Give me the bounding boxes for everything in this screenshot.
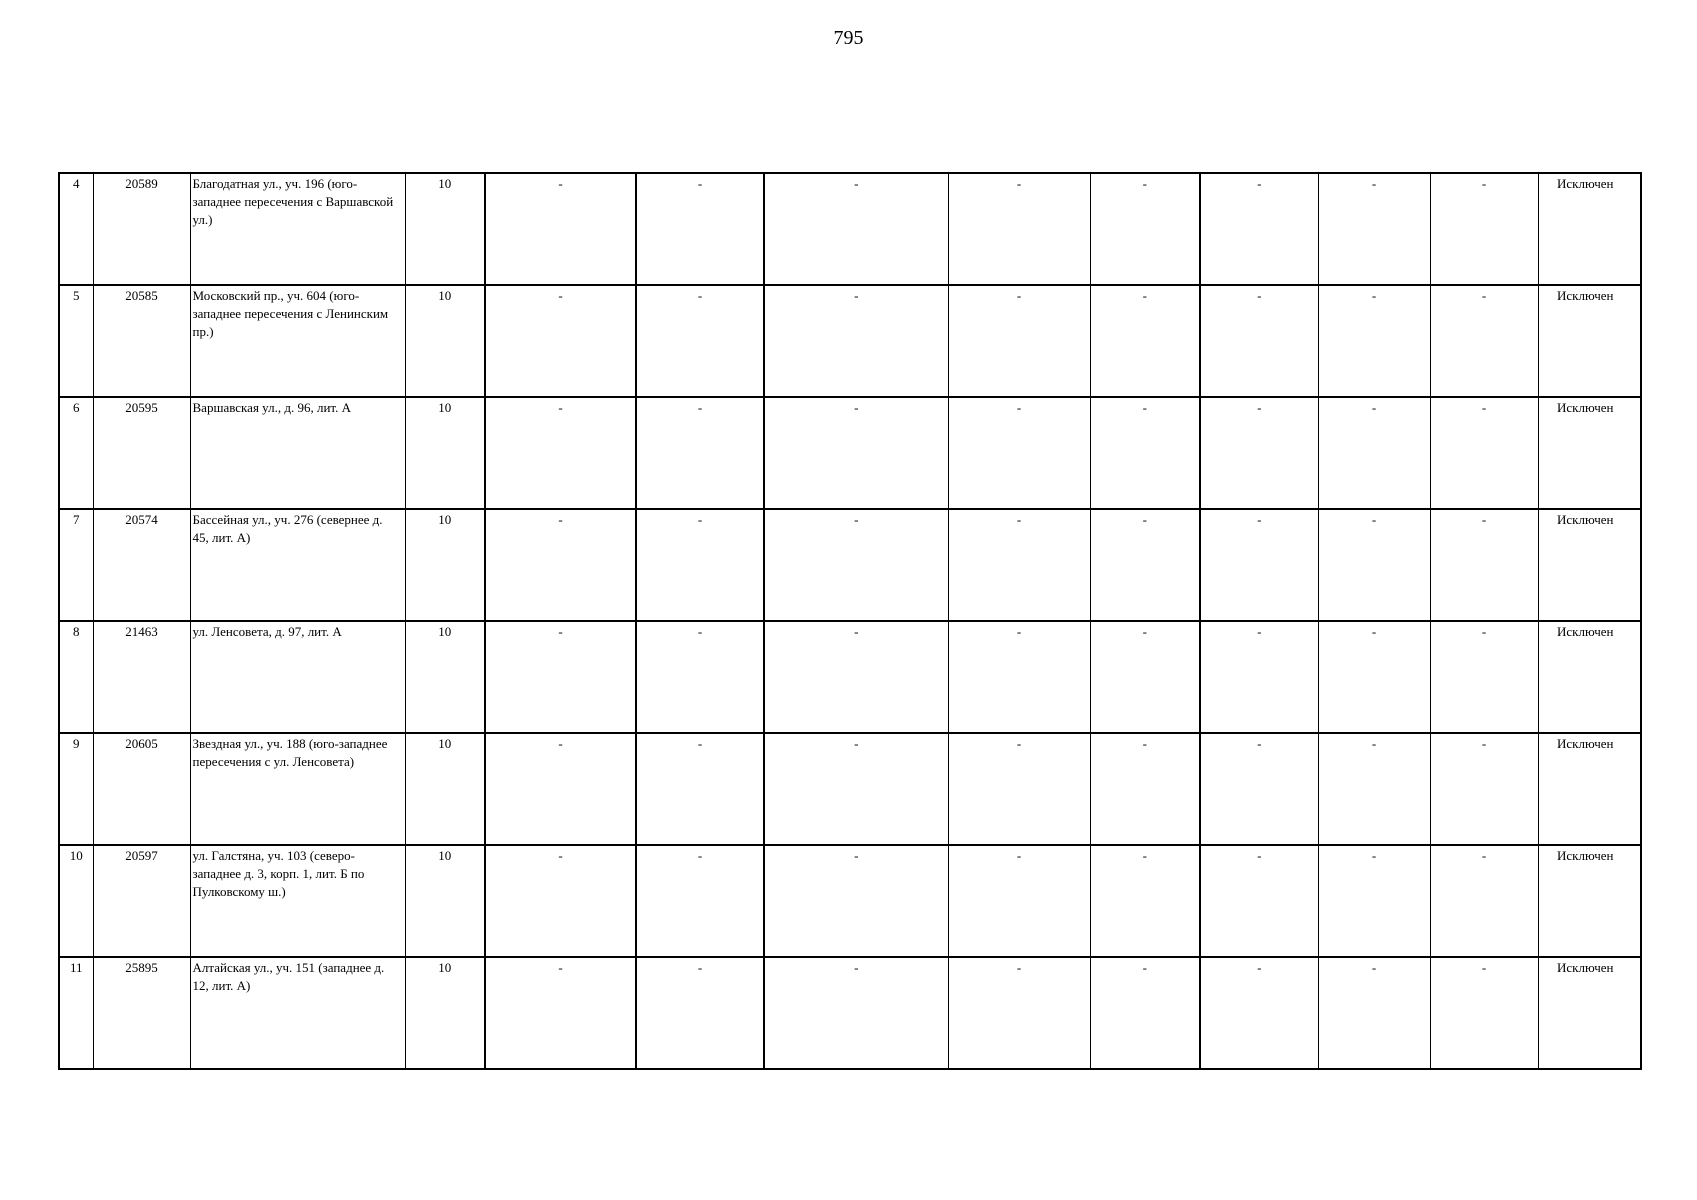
table-row (59, 173, 1641, 285)
table-row (59, 957, 1641, 1069)
dash-cell: - (1318, 621, 1430, 733)
table-row (59, 845, 1641, 957)
dash-cell: - (636, 733, 764, 845)
document-table (58, 172, 1642, 1070)
dash-cell: - (948, 397, 1090, 509)
dash-cell: - (764, 733, 948, 845)
object-code-cell: 25895 (93, 957, 190, 1069)
dash-cell: - (948, 285, 1090, 397)
dash-cell: - (1200, 733, 1318, 845)
dash-cell: - (1318, 957, 1430, 1069)
object-code-cell: 20589 (93, 173, 190, 285)
status-cell: Исключен (1538, 733, 1641, 845)
object-code-cell: 21463 (93, 621, 190, 733)
dash-cell: - (1200, 957, 1318, 1069)
object-code-cell: 20585 (93, 285, 190, 397)
dash-cell: - (1430, 509, 1538, 621)
dash-cell: - (1200, 509, 1318, 621)
row-number-cell: 6 (59, 397, 93, 509)
dash-cell: - (485, 397, 636, 509)
status-cell: Исключен (1538, 397, 1641, 509)
page-number: 795 (833, 27, 864, 49)
dash-cell: - (948, 173, 1090, 285)
dash-cell: - (1200, 845, 1318, 957)
dash-cell: - (764, 845, 948, 957)
dash-cell: - (636, 845, 764, 957)
dash-cell: - (1200, 285, 1318, 397)
object-code-cell: 20605 (93, 733, 190, 845)
dash-cell: - (485, 285, 636, 397)
row-number-cell: 10 (59, 845, 93, 957)
dash-cell: - (485, 509, 636, 621)
table-row (59, 397, 1641, 509)
dash-cell: - (764, 397, 948, 509)
dash-cell: - (1318, 733, 1430, 845)
value-cell: 10 (405, 285, 485, 397)
dash-cell: - (1090, 957, 1200, 1069)
dash-cell: - (1090, 733, 1200, 845)
dash-cell: - (764, 509, 948, 621)
address-cell: Благодатная ул., уч. 196 (юго-западнее пересечения с Варшавской ул.) (190, 173, 405, 285)
address-cell: Бассейная ул., уч. 276 (севернее д. 45, лит. А) (190, 509, 405, 621)
dash-cell: - (1318, 285, 1430, 397)
dash-cell: - (1430, 733, 1538, 845)
dash-cell: - (948, 845, 1090, 957)
dash-cell: - (636, 397, 764, 509)
value-cell: 10 (405, 397, 485, 509)
dash-cell: - (1200, 173, 1318, 285)
dash-cell: - (1090, 509, 1200, 621)
dash-cell: - (1090, 173, 1200, 285)
status-cell: Исключен (1538, 285, 1641, 397)
row-number-cell: 8 (59, 621, 93, 733)
object-code-cell: 20595 (93, 397, 190, 509)
status-cell: Исключен (1538, 845, 1641, 957)
dash-cell: - (636, 957, 764, 1069)
dash-cell: - (636, 285, 764, 397)
row-number-cell: 5 (59, 285, 93, 397)
status-cell: Исключен (1538, 957, 1641, 1069)
value-cell: 10 (405, 733, 485, 845)
dash-cell: - (636, 509, 764, 621)
dash-cell: - (485, 173, 636, 285)
address-cell: ул. Ленсовета, д. 97, лит. А (190, 621, 405, 733)
row-number-cell: 11 (59, 957, 93, 1069)
address-cell: Варшавская ул., д. 96, лит. А (190, 397, 405, 509)
address-cell: Алтайская ул., уч. 151 (западнее д. 12, лит. А) (190, 957, 405, 1069)
table-row (59, 285, 1641, 397)
dash-cell: - (1318, 845, 1430, 957)
address-cell: Звездная ул., уч. 188 (юго-западнее пересечения с ул. Ленсовета) (190, 733, 405, 845)
dash-cell: - (764, 285, 948, 397)
dash-cell: - (1430, 621, 1538, 733)
dash-cell: - (485, 621, 636, 733)
dash-cell: - (1430, 173, 1538, 285)
dash-cell: - (1430, 285, 1538, 397)
dash-cell: - (1090, 397, 1200, 509)
dash-cell: - (485, 733, 636, 845)
dash-cell: - (948, 509, 1090, 621)
dash-cell: - (1090, 285, 1200, 397)
row-number-cell: 7 (59, 509, 93, 621)
table-row (59, 733, 1641, 845)
dash-cell: - (1430, 397, 1538, 509)
value-cell: 10 (405, 173, 485, 285)
address-cell: ул. Галстяна, уч. 103 (северо-западнее д. 3, корп. 1, лит. Б по Пулковскому ш.) (190, 845, 405, 957)
dash-cell: - (1318, 509, 1430, 621)
table-row (59, 509, 1641, 621)
object-code-cell: 20574 (93, 509, 190, 621)
dash-cell: - (1318, 397, 1430, 509)
dash-cell: - (1430, 957, 1538, 1069)
dash-cell: - (1430, 845, 1538, 957)
dash-cell: - (948, 957, 1090, 1069)
status-cell: Исключен (1538, 621, 1641, 733)
dash-cell: - (764, 173, 948, 285)
value-cell: 10 (405, 621, 485, 733)
dash-cell: - (1200, 621, 1318, 733)
table-row (59, 621, 1641, 733)
address-cell: Московский пр., уч. 604 (юго-западнее пересечения с Ленинским пр.) (190, 285, 405, 397)
dash-cell: - (948, 733, 1090, 845)
value-cell: 10 (405, 845, 485, 957)
row-number-cell: 4 (59, 173, 93, 285)
dash-cell: - (764, 957, 948, 1069)
value-cell: 10 (405, 957, 485, 1069)
status-cell: Исключен (1538, 509, 1641, 621)
dash-cell: - (636, 173, 764, 285)
value-cell: 10 (405, 509, 485, 621)
dash-cell: - (485, 845, 636, 957)
dash-cell: - (948, 621, 1090, 733)
status-cell: Исключен (1538, 173, 1641, 285)
row-number-cell: 9 (59, 733, 93, 845)
object-code-cell: 20597 (93, 845, 190, 957)
dash-cell: - (1090, 621, 1200, 733)
table-body (59, 173, 1641, 1069)
dash-cell: - (485, 957, 636, 1069)
dash-cell: - (764, 621, 948, 733)
dash-cell: - (1090, 845, 1200, 957)
dash-cell: - (636, 621, 764, 733)
dash-cell: - (1200, 397, 1318, 509)
dash-cell: - (1318, 173, 1430, 285)
